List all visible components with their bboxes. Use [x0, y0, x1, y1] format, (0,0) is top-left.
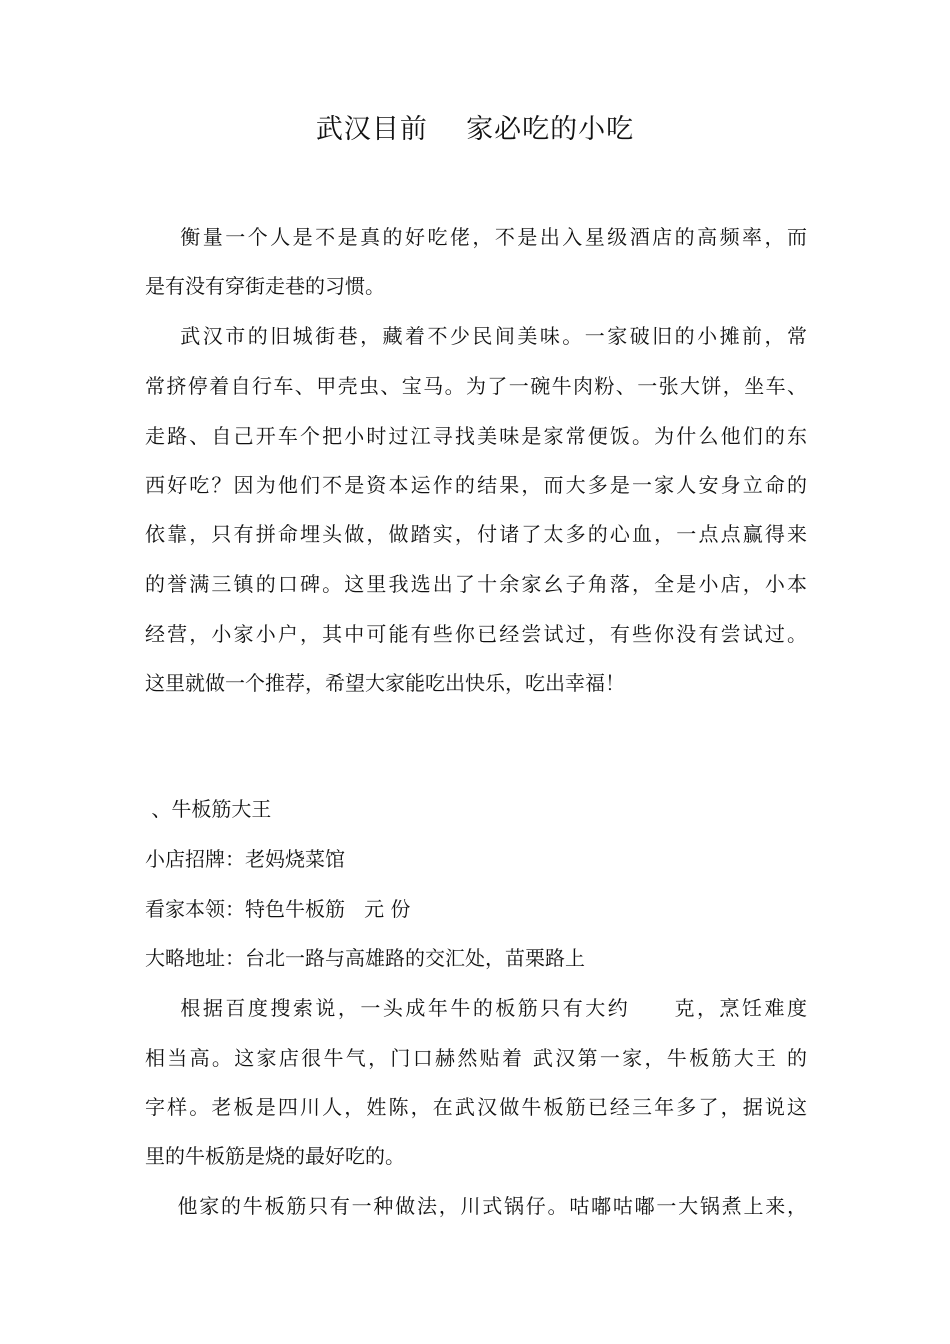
intro-line-1: 衡量一个人是不是真的好吃佬，不是出入星级酒店的高频率，而	[145, 225, 807, 249]
intro-line-9: 经营，小家小户，其中可能有些你已经尝试过，有些你没有尝试过。	[145, 622, 807, 646]
intro-line-3: 武汉市的旧城街巷，藏着不少民间美味。一家破旧的小摊前，常	[145, 324, 807, 348]
intro-line-2: 是有没有穿街走巷的习惯。	[145, 274, 385, 298]
section-body-line-2: 相当高。这家店很牛气，门口赫然贴着 武汉第一家，牛板筋大王 的	[145, 1046, 807, 1070]
section-body-line-1: 根据百度搜索说，一头成年牛的板筋只有大约 克，烹饪难度	[145, 996, 807, 1020]
shop-specialty: 看家本领：特色牛板筋 元 份	[145, 897, 411, 921]
section-heading: 、牛板筋大王	[145, 797, 272, 821]
page-title: 武汉目前 家必吃的小吃	[315, 114, 635, 145]
section-body-line-3: 字样。老板是四川人，姓陈，在武汉做牛板筋已经三年多了，据说这	[145, 1095, 807, 1119]
intro-line-6: 西好吃？因为他们不是资本运作的结果，而大多是一家人安身立命的	[145, 473, 807, 497]
intro-line-10: 这里就做一个推荐，希望大家能吃出快乐，吃出幸福！	[145, 671, 625, 695]
intro-line-4: 常挤停着自行车、甲壳虫、宝马。为了一碗牛肉粉、一张大饼，坐车、	[145, 374, 807, 398]
shop-sign: 小店招牌：老妈烧菜馆	[145, 847, 345, 871]
shop-address: 大略地址：台北一路与高雄路的交汇处，苗栗路上	[145, 946, 585, 970]
section-body-line-5: 他家的牛板筋只有一种做法，川式锅仔。咕嘟咕嘟一大锅煮上来，	[145, 1194, 807, 1218]
intro-line-5: 走路、自己开车个把小时过江寻找美味是家常便饭。为什么他们的东	[145, 424, 807, 448]
section-body-line-4: 里的牛板筋是烧的最好吃的。	[145, 1144, 405, 1168]
intro-line-8: 的誉满三镇的口碑。这里我选出了十余家幺子角落，全是小店，小本	[145, 572, 807, 596]
intro-line-7: 依靠，只有拼命埋头做，做踏实，付诸了太多的心血，一点点赢得来	[145, 522, 807, 546]
